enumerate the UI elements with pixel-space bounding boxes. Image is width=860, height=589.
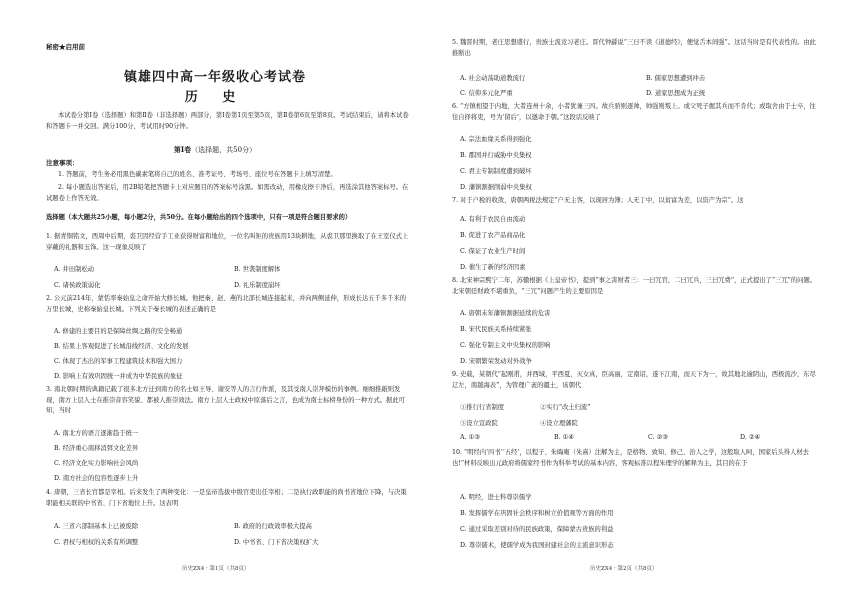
question-statement: ③设立宣政院 (460, 420, 498, 427)
attention-item: 1. 答题前，考生务必用黑色碳素笔将自己的姓名、准考证号、考场号、座位号在答题卡上填写清楚。 (58, 171, 337, 178)
question-option: B. 结果上客观促进了长城沿线经济、文化的发展 (54, 343, 189, 350)
question-option: D. 催生了新的经济因素 (460, 264, 526, 271)
question-option: D. 礼乐制度崩坏 (234, 282, 281, 289)
question-option: D. 道家思想成为正统 (646, 90, 706, 97)
question-option: A. 宗法血缘关系得到强化 (460, 136, 532, 143)
question-option: B. 宋代民族关系持续紧张 (460, 326, 532, 333)
question-option: C. 信仰多元化严重 (460, 90, 513, 97)
question-option: A. 井田制松动 (54, 266, 95, 273)
page-footer: 历史ZX4 · 第1页（共8页） (182, 566, 250, 572)
question-option: A. 三省六部制基本上已被废除 (54, 523, 139, 530)
question-statement: ②实行“改土归流” (540, 404, 591, 411)
question-option: D. 南方社会的包容性逐步上升 (54, 475, 139, 482)
question-option: A. 修建的主要目的是保障丝绸之路的安全畅通 (54, 328, 183, 335)
question-option: D. 尊崇儒术，使儒学成为我国封建社会的主流意识形态 (460, 542, 614, 549)
attention-item: 2. 每小题选出答案后，用2B铅笔把答题卡上对应题目的答案标号涂黑。如需改动，用橡皮擦干净后，再选涂其他答案标号。在试题卷上作答无效。 (46, 184, 409, 202)
question-option: B. ①④ (554, 434, 574, 441)
question-option: B. 经济重心南移消弭文化差异 (54, 445, 139, 452)
question-stem: 10. “明经内‘四书’‘五经’，以程子、朱晦庵（朱熹）注解为主，是格物、致知、修己、治人之学，这般取人呵，国家后头得人材去也!”材料反映出元政府将儒家经书作为科举考试的基本内容，客观标准以程朱理学的解释为主，其目的在于 (452, 449, 809, 467)
question-statement: ①推行行省制度 (460, 404, 505, 411)
question-option: B. 发挥儒学在巩固社会秩序和树立价值观等方面的作用 (460, 510, 614, 517)
question-stem: 2. 公元前214年，蒙恬率秦始皇之命开始大修长城。他把秦、赵、燕的北部长城连接起来，并向两侧延伸，形成长达五千多千米的万里长城，史称秦始皇长城。下列关于秦长城的表述正确的是 (46, 295, 407, 313)
question-option: C. 君权与相权的关系有所调整 (54, 539, 139, 546)
question-option: A. 明经，进士科尊崇儒学 (460, 494, 532, 501)
question-option: A. ①③ (460, 434, 480, 441)
question-option: A. 南北方的语言逐渐趋于统一 (54, 430, 139, 437)
question-stem: 9. 史载，某朝代“起刚甫，并西域，平西夏，灭女真，臣高丽，定南诏，遂下江南，而天下为一，故其地北逾阴山，西极流沙，东尽辽左，南越海表”，为管理广袤的疆土，该朝代 (452, 371, 816, 389)
section-title (0, 145, 430, 155)
right-column (430, 0, 860, 589)
question-option: C. 诸侯政策弱化 (54, 282, 101, 289)
question-stem: 5. 魏晋时期，老庄思想盛行，贵族士流竞习老庄。晋代钟繇说“三日不读《道德经》，便觉舌本间强”。这话当时是有代表性的。由此推断出 (452, 39, 816, 57)
question-option: C. 经济文化实力影响社会风尚 (54, 460, 139, 467)
question-option: C. 君主专制制度遭到破坏 (460, 168, 532, 175)
section-note: （选择题，共50分） (191, 146, 257, 154)
question-option: B. 政府的行政效率极大提高 (234, 523, 312, 530)
section-label: 第Ⅰ卷 (173, 145, 192, 154)
question-option: A. 社会动荡助道教流行 (460, 75, 526, 82)
question-option: D. 藩镇割据削弱中央集权 (460, 184, 532, 191)
question-option: D. 宋朝繁荣发动对外战争 (460, 358, 532, 365)
choice-intro: 选择题（本大题共25小题，每小题2分，共50分。在每小题给出的四个选项中，只有一项是符合题目要求的） (46, 214, 352, 221)
question-option: B. 世袭制度解体 (234, 266, 281, 273)
question-option: B. 促进了农产品商品化 (460, 232, 526, 239)
question-option: D. 中书省、门下省决策权扩大 (234, 539, 319, 546)
question-option: C. 体现了杰出的军事工程建筑技术和强大国力 (54, 358, 183, 365)
question-option: D. 影响上有效巩固统一并成为中华民族的象征 (54, 373, 183, 380)
question-option: C. 强化专制主义中央集权的影响 (460, 342, 551, 349)
question-option: B. 儒家思想遭到冲击 (646, 75, 706, 82)
question-stem: 1. 据青铜铭文，西周中后期，裘卫因经营手工业获得财富和地位，一位名叫矩的贵族用13块耕地，从裘卫那里换取了在王室仪式上穿戴的礼器和玉饰。这一现象反映了 (46, 233, 409, 251)
question-stem: 6. “方镇相望于内地，大者连州十余，小者犹兼三四。故兵骄则逐帅，帅强则叛上。或父死子握其兵而不肯代；或取舍由于士卒，往往自择将吏，号为‘留后’，以邀命于朝。”这段话反映了 (452, 103, 816, 121)
question-option: C. 保证了农业生产时间 (460, 248, 526, 255)
question-option: B. 郡国并行威胁中央集权 (460, 152, 532, 159)
attention-heading: 注意事项： (46, 159, 79, 167)
question-option: C. ②③ (648, 434, 668, 441)
question-stem: 3. 南北朝时期的典籍记载了很多北方迁到南方的名士如王导、谢安等人的言行作派，及其受南人崇拜模仿的事例。细细推敲则发现，南方上层人士在推崇音容笑貌、都被人推崇效法。南方上层人士政权中原落后之言，也成为南士标榜身份的一种方式。据此可知，当时 (46, 386, 405, 414)
question-option: A. 有利于农民自由流动 (460, 216, 526, 223)
secret-label: 秘密★启用前 (46, 43, 85, 51)
question-stem: 7. 对于户税的收敛，唐朝两税法规定“户无主客，以现居为簿；人无丁中，以贫富为差，以资产为宗”。这 (452, 197, 744, 204)
page-footer: 历史ZX4 · 第2页（共8页） (590, 566, 658, 572)
question-stem: 4. 唐朝，三省长官都是宰相。后来发生了两种变化：一是皇帝选拔中级官吏出任宰相；二是执行政职能的尚书省地位下降，与决策职能相关联的中书省、门下省地位上升。这表明 (46, 489, 407, 507)
question-statement: ④设立理藩院 (540, 420, 578, 427)
question-option: C. 通过采取差别对待的民族政策，保障蒙古贵族的利益 (460, 526, 614, 533)
question-option: D. ②④ (740, 434, 761, 441)
exam-title: 镇雄四中高一年级收心考试卷 (123, 70, 306, 85)
exam-subject: 历 史 (184, 90, 246, 105)
question-option: A. 唐朝末年藩镇割据延续的危害 (460, 310, 551, 317)
exam-notice: 本试卷分第Ⅰ卷（选择题）和第Ⅱ卷（非选择题）两部分，第Ⅰ卷第1页至第5页，第Ⅱ卷第6页至第8页。考试结束后，请将本试卷和答题卡一并交回。满分100分，考试用时90分钟。 (46, 112, 409, 130)
question-stem: 8. 北宋神宗熙宁二年，苏辙根据《上皇帝书》，提到“事之害财者三：一曰冗官，二曰冗兵，三曰冗费”，正式提出了“三冗”的问题。北宋朝廷财政不堪重负，“三冗”问题产生的主要原因是 (452, 277, 817, 295)
